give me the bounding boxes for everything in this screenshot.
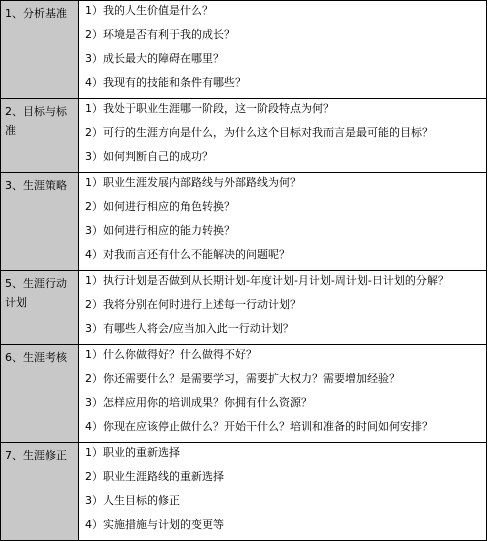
section-row xyxy=(1,345,487,443)
list-item: 1）职业的重新选择 xyxy=(85,446,180,459)
list-item: 3）怎样应用你的培训成果？你拥有什么资源？ xyxy=(85,396,312,409)
career-plan-table-body xyxy=(1,1,487,541)
list-item: 4）你现在应该停止做什么？开始干什么？培训和准备的时间如何安排？ xyxy=(85,420,433,433)
section-label: 6、生涯考核 xyxy=(1,345,79,443)
section-label: 2、目标与标准 xyxy=(1,99,79,173)
list-item: 4）实施措施与计划的变更等 xyxy=(85,518,224,531)
section-items xyxy=(79,173,487,271)
section-label: 1、分析基准 xyxy=(1,1,79,99)
list-item: 3）如何判断自己的成功？ xyxy=(85,150,213,163)
list-item: 1）什么你做得好？什么做得不好？ xyxy=(85,348,257,361)
list-item: 1）执行计划是否做到从长期计划-年度计划-月计划-周计划-日计划的分解？ xyxy=(85,274,449,287)
list-item: 2）我将分别在何时进行上述每一行动计划？ xyxy=(85,298,301,311)
section-row xyxy=(1,443,487,541)
section-items xyxy=(79,443,487,541)
list-item: 3）有哪些人将会/应当加入此一行动计划？ xyxy=(85,322,294,335)
section-label: 5、生涯行动计划 xyxy=(1,271,79,345)
list-item: 1）我的人生价值是什么？ xyxy=(85,4,213,17)
list-item: 2）你还需要什么？是需要学习，需要扩大权力？需要增加经验？ xyxy=(85,372,400,385)
list-item: 1）我处于职业生涯哪一阶段，这一阶段特点为何？ xyxy=(85,102,334,115)
section-items xyxy=(79,99,487,173)
list-item: 1）职业生涯发展内部路线与外部路线为何？ xyxy=(85,176,301,189)
section-row xyxy=(1,1,487,99)
list-item: 4）我现有的技能和条件有哪些？ xyxy=(85,76,246,89)
list-item: 2）职业生涯路线的重新选择 xyxy=(85,470,224,483)
section-row xyxy=(1,271,487,345)
list-item: 2）可行的生涯方向是什么，为什么这个目标对我而言是最可能的目标？ xyxy=(85,126,433,139)
section-label: 7、生涯修正 xyxy=(1,443,79,541)
section-label: 3、生涯策略 xyxy=(1,173,79,271)
section-row xyxy=(1,173,487,271)
list-item: 2）环境是否有利于我的成长？ xyxy=(85,28,235,41)
section-items xyxy=(79,345,487,443)
list-item: 3）成长最大的障碍在哪里？ xyxy=(85,52,224,65)
section-items xyxy=(79,1,487,99)
list-item: 3）如何进行相应的能力转换？ xyxy=(85,224,235,237)
list-item: 4）对我而言还有什么不能解决的问题呢？ xyxy=(85,248,290,261)
section-items xyxy=(79,271,487,345)
section-row xyxy=(1,99,487,173)
list-item: 3）人生目标的修正 xyxy=(85,494,180,507)
list-item: 2）如何进行相应的角色转换？ xyxy=(85,200,235,213)
